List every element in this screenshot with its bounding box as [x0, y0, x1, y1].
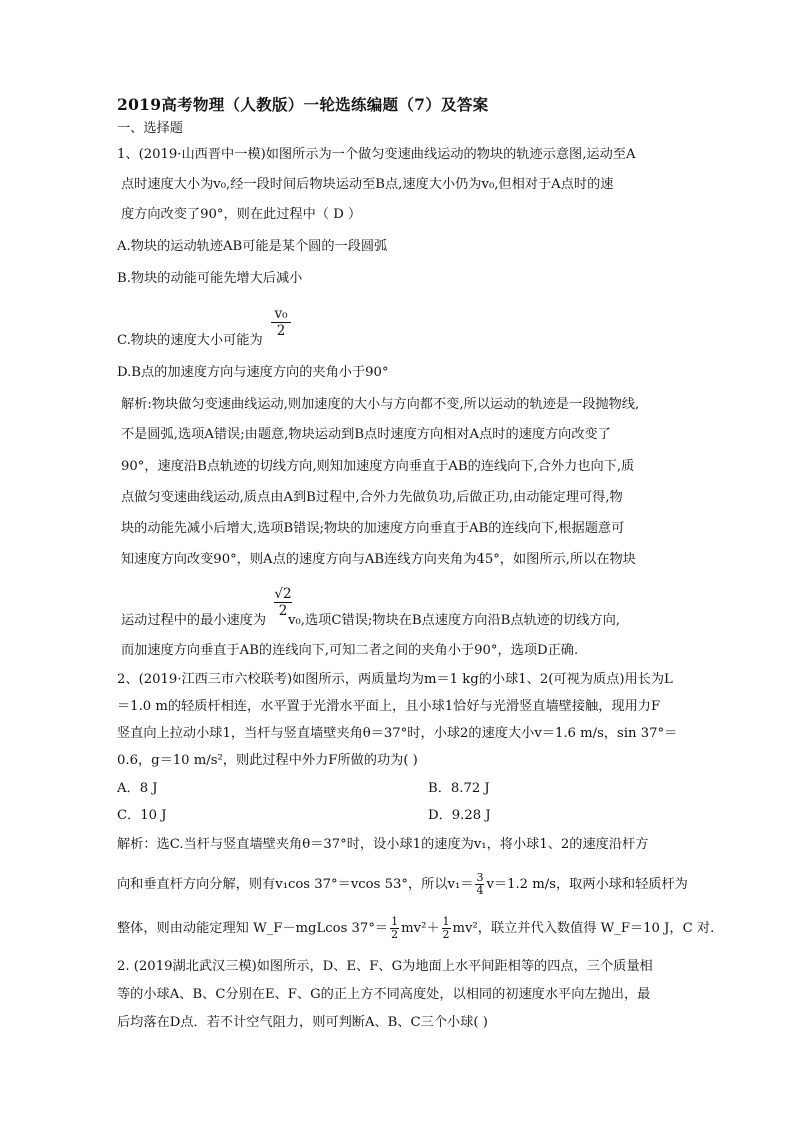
q1-stem-line-2: 点时速度大小为v₀,经一段时间后物块运动至B点,速度大小仍为v₀,但相对于A点时的速 — [121, 177, 614, 192]
three-quarters-fraction — [475, 872, 484, 897]
q1-option-a: A.物块的运动轨迹AB可能是某个圆的一段圆弧 — [117, 239, 388, 254]
one-half-fraction — [390, 916, 399, 941]
q1-explanation-line-1: 解析:物块做匀变速曲线运动,则加速度的大小与方向都不变,所以运动的轨迹是一段抛物线, — [121, 397, 640, 412]
fraction-numerator: 1 — [442, 915, 450, 928]
fraction-denominator: 4 — [476, 884, 484, 897]
fraction-denominator: 2 — [274, 602, 292, 619]
q1-explanation-line-5: 块的动能先减小后增大,选项B错误;物块的加速度方向垂直于AB的连线向下,根据题意可 — [121, 521, 625, 536]
q2-stem-line-4: 0.6，g＝10 m/s²，则此过程中外力F所做的功为( ) — [117, 753, 418, 768]
fraction-numerator: 3 — [476, 871, 484, 884]
q1-option-b: B.物块的动能可能先增大后减小 — [117, 271, 303, 286]
q1-explanation-line-7-prefix: 运动过程中的最小速度为 — [121, 613, 267, 628]
q2-explanation-line-3-middle: mv²＋ — [401, 921, 440, 936]
q1-explanation-line-8: 而加速度方向垂直于AB的连线向下,可知二者之间的夹角小于90°，选项D正确. — [121, 643, 579, 658]
q1-stem-line-1: 1、(2019·山西晋中一模)如图所示为一个做匀变速曲线运动的物块的轨迹示意图,运动至A — [117, 147, 636, 162]
document-title: 2019高考物理（人教版）一轮选练编题（7）及答案 — [117, 95, 489, 114]
q2-explanation-line-2-suffix: v＝1.2 m/s，取两小球和轻质杆为 — [486, 877, 688, 892]
q1-explanation-line-4: 点做匀变速曲线运动,质点由A到B过程中,合外力先做负功,后做正功,由动能定理可得,物 — [121, 490, 623, 505]
q1-explanation-line-2: 不是圆弧,选项A错误;由题意,物块运动到B点时速度方向相对A点时的速度方向改变了 — [121, 427, 611, 442]
q2-explanation-line-3 — [117, 916, 714, 941]
q2-stem-line-2: ＝1.0 m的轻质杆相连，水平置于光滑水平面上，且小球1恰好与光滑竖直墙壁接触，现用力F — [117, 699, 661, 714]
q2-option-a: A．8 J — [117, 781, 158, 796]
q3-stem-line-2: 等的小球A、B、C分别在E、F、G的正上方不同高度处，以相同的初速度水平向左抛出，最 — [117, 987, 651, 1002]
fraction-denominator: 2 — [391, 928, 399, 941]
fraction-numerator: v₀ — [274, 306, 288, 322]
q1-option-c: C.物块的速度大小可能为 — [117, 333, 263, 348]
q2-explanation-line-2-prefix: 向和垂直杆方向分解，则有v₁cos 37°＝vcos 53°，所以v₁＝ — [117, 877, 474, 892]
q3-stem-line-1: 2. (2019湖北武汉三模)如图所示，D、E、F、G为地面上水平间距相等的四点，三个质量相 — [117, 959, 653, 974]
q1-explanation-line-7-suffix: v₀,选项C错误;物块在B点速度方向沿B点轨迹的切线方向, — [288, 613, 621, 628]
q1-explanation-line-6: 知速度方向改变90°，则A点的速度方向与AB连线方向夹角为45°，如图所示,所以在物块 — [121, 552, 636, 567]
one-half-fraction — [442, 916, 451, 941]
q2-option-d: D．9.28 J — [428, 808, 491, 823]
fraction-denominator: 2 — [271, 322, 291, 339]
q2-option-c: C．10 J — [117, 808, 167, 823]
q2-explanation-line-2 — [117, 872, 688, 897]
q1-stem-line-3: 度方向改变了90°，则在此过程中（ D ） — [121, 207, 362, 222]
q2-stem-line-3: 竖直向上拉动小球1，当杆与竖直墙壁夹角θ＝37°时，小球2的速度大小v＝1.6 m/s，sin 37°＝ — [117, 726, 678, 741]
q2-option-b: B．8.72 J — [428, 781, 490, 796]
q1-option-c-fraction — [271, 306, 291, 339]
q2-stem-line-1: 2、(2019·江西三市六校联考)如图所示，两质量均为m＝1 kg的小球1、2(可视为质点)用长为L — [117, 672, 673, 687]
q1-option-d: D.B点的加速度方向与速度方向的夹角小于90° — [117, 365, 389, 380]
fraction-numerator: 1 — [391, 915, 399, 928]
q3-stem-line-3: 后均落在D点．若不计空气阻力，则可判断A、B、C三个小球( ) — [117, 1015, 488, 1030]
section-heading: 一、选择题 — [117, 121, 183, 136]
q2-explanation-line-3-prefix: 整体，则由动能定理知 W_F－mgLcos 37°＝ — [117, 921, 389, 936]
q2-explanation-line-1: 解析：选C.当杆与竖直墙壁夹角θ＝37°时，设小球1的速度为v₁，将小球1、2的速度沿杆方 — [117, 837, 649, 852]
q1-explanation-line-7 — [121, 612, 620, 630]
fraction-denominator: 2 — [442, 928, 450, 941]
fraction-numerator: √2 — [274, 586, 292, 602]
q1-explanation-line-3: 90°，速度沿B点轨迹的切线方向,则知加速度方向垂直于AB的连线向下,合外力也向下,质 — [121, 459, 635, 474]
q2-explanation-line-3-suffix: mv²，联立并代入数值得 W_F＝10 J，C 对. — [452, 921, 715, 936]
